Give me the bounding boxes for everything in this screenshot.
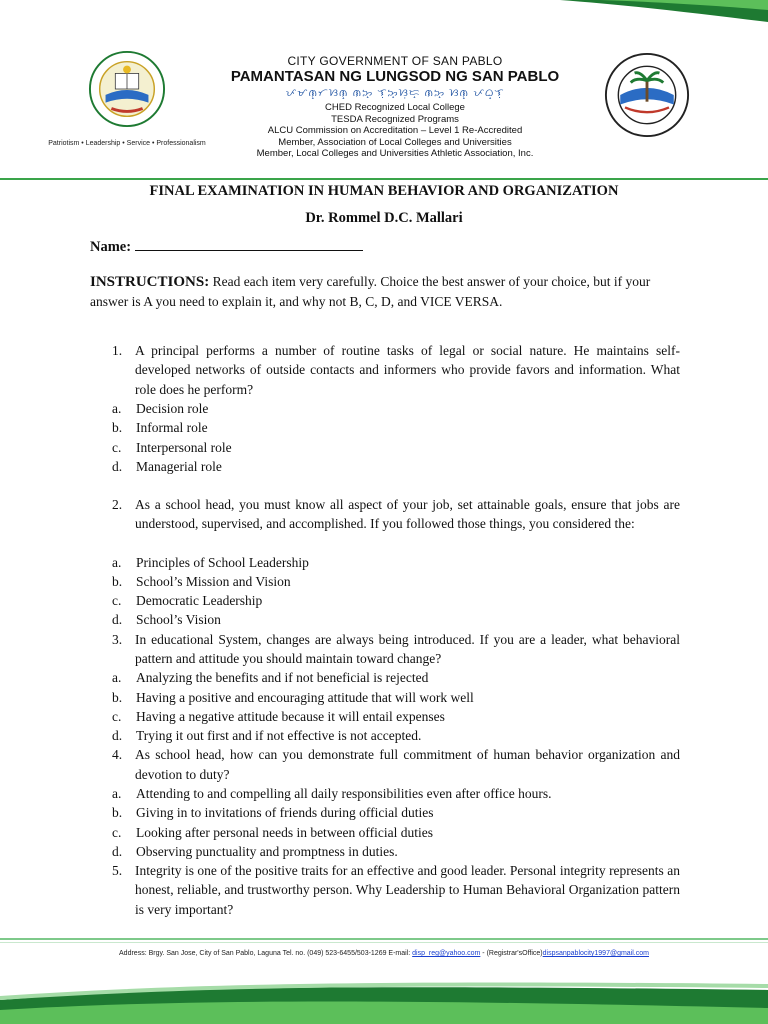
- accreditation-line: TESDA Recognized Programs: [331, 113, 459, 125]
- option-letter: b.: [112, 805, 123, 821]
- option-item: [90, 842, 680, 861]
- university-name: PAMANTASAN NG LUNGSOD NG SAN PABLO: [230, 68, 560, 85]
- header-divider: [0, 178, 768, 180]
- question-number: 3.: [112, 631, 123, 647]
- option-list: [90, 784, 680, 861]
- letterhead: [0, 40, 768, 180]
- instructions-label: INSTRUCTIONS:: [90, 274, 210, 290]
- name-label: Name:: [90, 239, 132, 255]
- option-item: [90, 803, 680, 822]
- email-separator: - (Registrar'sOffice): [480, 950, 543, 957]
- option-item: [90, 668, 680, 687]
- option-letter: d.: [112, 458, 123, 474]
- option-letter: d.: [112, 728, 123, 744]
- option-text: Principles of School Leadership: [136, 554, 309, 570]
- question-text: Integrity is one of the positive traits for an effective and good leader. Personal integrity represents an honest, reliable, and trustworthy person. Why Leadership to Human Behavioral Organization pattern is very important?: [135, 862, 680, 917]
- accreditation-line: Member, Association of Local Colleges and Universities: [278, 136, 512, 148]
- city-seal-icon: [604, 52, 690, 138]
- option-text: Analyzing the benefits and if not beneficial is rejected: [136, 670, 429, 686]
- exam-title: FINAL EXAMINATION IN HUMAN BEHAVIOR AND ORGANIZATION: [149, 183, 619, 199]
- option-item: [90, 688, 680, 707]
- option-item: [90, 457, 680, 476]
- option-text: Observing punctuality and promptness in duties.: [136, 843, 398, 859]
- option-item: [90, 784, 680, 803]
- option-text: Looking after personal needs in between official duties: [136, 824, 434, 840]
- option-item: [90, 610, 680, 629]
- name-field-row: [90, 236, 363, 256]
- option-item: [90, 572, 680, 591]
- option-letter: b.: [112, 420, 123, 436]
- question-number: 5.: [112, 862, 123, 878]
- option-letter: d.: [112, 843, 123, 859]
- question-text: A principal performs a number of routine tasks of legal or social nature. He maintains self-developed networks of outside contacts and informers who provide favors and information. What role does he perform?: [135, 343, 680, 397]
- option-text: Decision role: [136, 401, 209, 417]
- option-list: [90, 399, 680, 476]
- footer-divider-light: [0, 942, 768, 943]
- option-text: Managerial role: [136, 458, 222, 474]
- question-item: [90, 630, 680, 669]
- address-text: Address: Brgy. San Jose, City of San Pablo, Laguna Tel. no. (049) 523-6455/503-1269 E-mail:: [119, 950, 413, 957]
- option-text: Having a positive and encouraging attitude that will work well: [136, 689, 474, 705]
- option-text: Trying it out first and if not effective is not accepted.: [136, 728, 422, 744]
- footer-divider: [0, 938, 768, 940]
- accreditation-line: Member, Local Colleges and Universities Athletic Association, Inc.: [256, 148, 534, 159]
- option-item: [90, 438, 680, 457]
- option-letter: a.: [112, 554, 122, 570]
- question-number: 1.: [112, 343, 123, 358]
- option-letter: a.: [112, 786, 122, 802]
- option-text: School’s Mission and Vision: [136, 574, 291, 590]
- exam-author: Dr. Rommel D.C. Mallari: [305, 210, 463, 226]
- question-text: In educational System, changes are always being introduced. If you are a leader, what behavioral pattern and attitude you should maintain toward change?: [135, 631, 680, 667]
- footer-address: [0, 950, 768, 957]
- option-item: [90, 553, 680, 572]
- option-letter: d.: [112, 612, 123, 628]
- option-item: [90, 591, 680, 610]
- city-government-line: CITY GOVERNMENT OF SAN PABLO: [287, 54, 503, 68]
- name-blank-line[interactable]: [135, 236, 363, 251]
- option-list: [90, 668, 680, 745]
- accreditation-line: ALCU Commission on Accreditation – Level 1 Re-Accredited: [267, 125, 523, 136]
- option-letter: b.: [112, 689, 123, 705]
- question-item: [90, 495, 680, 534]
- option-letter: a.: [112, 401, 122, 417]
- question-number: 2.: [112, 497, 123, 513]
- option-item: [90, 726, 680, 745]
- question-text: As a school head, you must know all aspect of your job, set attainable goals, ensure that jobs are understood, supervised, and accomplished. If you followed those things, you considered the:: [135, 497, 680, 532]
- instructions-text: Read each item very carefully. Choice the best answer of your choice, but if your answer is A you need to explain it, and why not B, C, D, and VICE VERSA.: [90, 274, 651, 309]
- question-number: 4.: [112, 747, 123, 763]
- option-item: [90, 418, 680, 437]
- question-item: [90, 861, 680, 919]
- option-text: Informal role: [136, 420, 208, 436]
- option-letter: c.: [112, 439, 122, 455]
- question-item: [90, 745, 680, 784]
- option-text: School’s Vision: [136, 612, 221, 628]
- option-text: Giving in to invitations of friends during official duties: [136, 805, 434, 821]
- option-item: [90, 707, 680, 726]
- accreditation-line: CHED Recognized Local College: [325, 102, 465, 113]
- option-letter: a.: [112, 670, 122, 686]
- university-motto: Patriotism • Leadership • Service • Professionalism: [48, 140, 206, 147]
- option-text: Interpersonal role: [136, 439, 232, 455]
- bottom-green-swoosh: [0, 970, 768, 1024]
- option-letter: c.: [112, 824, 122, 840]
- option-letter: c.: [112, 708, 122, 724]
- option-letter: b.: [112, 574, 123, 590]
- option-item: [90, 823, 680, 842]
- option-text: Attending to and compelling all daily responsibilities even after office hours.: [136, 786, 552, 802]
- question-item: [90, 341, 680, 399]
- registrar-email-link[interactable]: disp_reg@yahoo.com: [412, 950, 481, 957]
- question-list: [90, 341, 680, 919]
- top-green-swoosh: [0, 0, 768, 30]
- question-text: As school head, how can you demonstrate full commitment of human behavior organization and devotion to duty?: [135, 747, 680, 782]
- university-logo-icon: [88, 50, 166, 128]
- option-letter: c.: [112, 593, 122, 609]
- baybayin-line: ᜉᜋᜈ᜔ᜆᜐᜈ᜔ ᜈᜅ᜔ ᜎᜓᜅ᜔ᜐᜓᜇ᜔ ᜈᜅ᜔ ᜐᜈ᜔ ᜉᜊ᜔ᜎᜓ: [285, 88, 505, 99]
- option-text: Democratic Leadership: [136, 593, 263, 609]
- letterhead-text: [200, 54, 590, 160]
- option-item: [90, 399, 680, 418]
- instructions: [90, 272, 680, 311]
- option-list: [90, 553, 680, 630]
- option-text: Having a negative attitude because it will entail expenses: [136, 708, 445, 724]
- college-email-link[interactable]: dispsanpablocity1997@gmail.com: [542, 950, 649, 957]
